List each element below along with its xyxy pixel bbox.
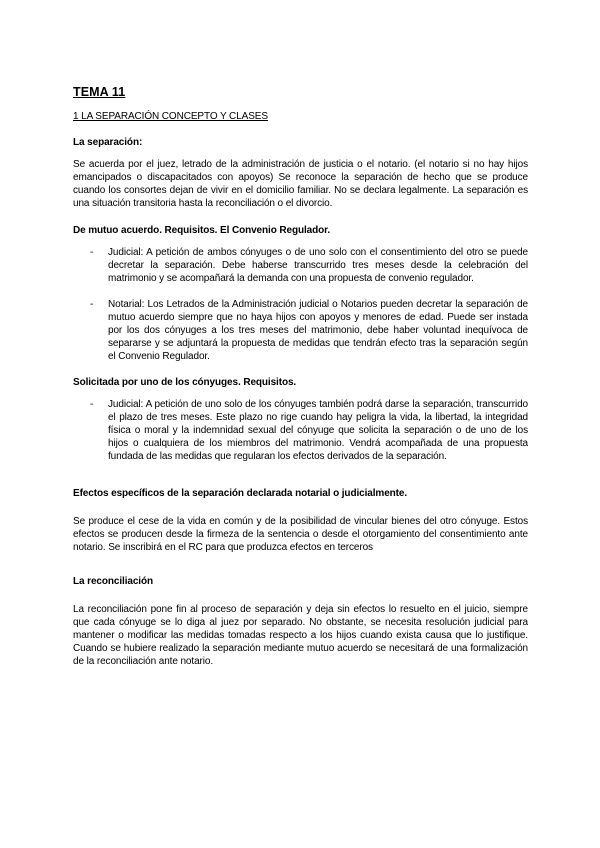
list-item-notarial-mutuo: Notarial: Los Letrados de la Administración judicial o Notarios pueden decretar la separación de mutuo acuerdo siempre que no haya hijos con apoyos y menores de edad. Puede ser instada por los dos cónyuges a los tres meses del matrimonio, debe haber voluntad inequívoca de separarse y se adjuntará la propuesta de medidas que tendrán efecto tras la separación según el Convenio Regulador. <box>108 299 528 362</box>
paragraph-reconciliacion: La reconciliación pone fin al proceso de separación y deja sin efectos lo resuelto en el juicio, siempre que cada cónyuge se lo diga al juez por separado. No obstante, se necesita resolución judicial para mantener o modificar las medidas tomadas respecto a los hijos cuando exista causa que lo justifique. Cuando se hubiere realizado la separación mediante mutuo acuerdo se necesitará de una formalización de la reconciliación ante notario. <box>73 604 528 667</box>
heading-mutuo-acuerdo: De mutuo acuerdo. Requisitos. El Convenio Regulador. <box>73 225 331 236</box>
bullet-marker: - <box>90 399 94 410</box>
heading-efectos: Efectos específicos de la separación declarada notarial o judicialmente. <box>73 488 408 499</box>
heading-la-separacion: La separación: <box>73 137 143 148</box>
bullet-marker: - <box>90 299 94 310</box>
heading-solicitada: Solicitada por uno de los cónyuges. Requisitos. <box>73 377 297 388</box>
bullet-marker: - <box>90 247 94 258</box>
page-title: TEMA 11 <box>73 85 126 99</box>
heading-reconciliacion: La reconciliación <box>73 576 153 587</box>
list-item-judicial-solicitada: Judicial: A petición de uno solo de los cónyuges también podrá darse la separación, transcurrido el plazo de tres meses. Este plazo no rige cuando hay peligra la vida, la libertad, la integridad física o moral y la indemnidad sexual del cónyuge que solicita la separación o de uno de los hijos o cualquiera de los miembros del matrimonio. Vendrá acompañada de una propuesta fundada de las medidas que regularan los efectos derivados de la separación. <box>108 399 528 462</box>
section-title: 1 LA SEPARACIÓN CONCEPTO Y CLASES <box>73 111 268 122</box>
paragraph-la-separacion: Se acuerda por el juez, letrado de la administración de justicia o el notario. (el notario si no hay hijos emancipados o discapacitados con apoyos) Se reconoce la separación de hecho que se produce cuando los consortes dejan de vivir en el domicilio familiar. No se declara legalmente. La separación es una situación transitoria hasta la reconciliación o el divorcio. <box>73 159 528 209</box>
list-item-judicial-mutuo: Judicial: A petición de ambos cónyuges o de uno solo con el consentimiento del otro se puede decretar la separación. Debe haberse transcurrido tres meses desde la celebración del matrimonio y se acompañará la demanda con una propuesta de convenio regulador. <box>108 247 528 284</box>
paragraph-efectos: Se produce el cese de la vida en común y de la posibilidad de vincular bienes del otro cónyuge. Estos efectos se producen desde la firmeza de la sentencia o desde el otorgamiento del consentimiento ante notario. Se inscribirá en el RC para que produzca efectos en terceros <box>73 516 528 553</box>
